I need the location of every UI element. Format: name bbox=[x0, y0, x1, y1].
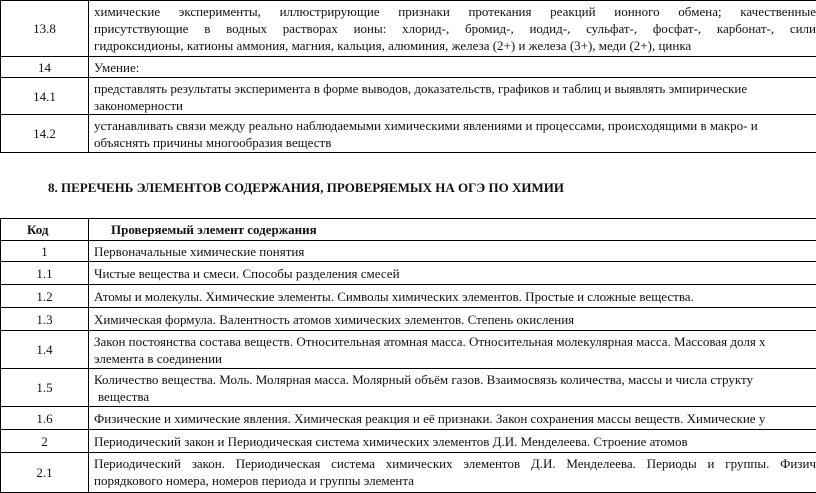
row-code: 14.1 bbox=[1, 78, 89, 115]
row-code: 14.2 bbox=[1, 115, 89, 153]
row-code: 1 bbox=[1, 241, 89, 262]
text-line: объяснять причины многообразия веществ bbox=[94, 134, 816, 151]
row-text bbox=[89, 1, 816, 57]
text-line: химические эксперименты, иллюстрирующие признаки протекания реакций ионного обмена; качественные bbox=[94, 3, 816, 20]
row-code: 2 bbox=[1, 430, 89, 453]
row-text: Атомы и молекулы. Химические элементы. Символы химических элементов. Простые и сложные вещества. bbox=[89, 285, 816, 308]
row-code: 14 bbox=[1, 57, 89, 78]
text-line: порядкового номера, номеров периода и группы элемента bbox=[94, 472, 816, 489]
row-text: Умение: bbox=[89, 57, 816, 78]
table-row bbox=[1, 285, 816, 308]
table-row bbox=[1, 241, 816, 262]
row-code: 1.6 bbox=[1, 407, 89, 430]
table-header-row bbox=[1, 219, 816, 241]
text-line: вещества bbox=[94, 388, 816, 405]
row-text bbox=[89, 453, 816, 493]
row-text: Первоначальные химические понятия bbox=[89, 241, 816, 262]
text-line: представлять результаты эксперимента в форме выводов, доказательств, графиков и таблиц и выявлять эмпирические bbox=[94, 80, 816, 97]
text-line: гидроксидионы, катионы аммония, магния, кальция, алюминия, железа (2+) и железа (3+), меди (2+), цинка bbox=[94, 37, 816, 54]
row-code: 13.8 bbox=[1, 1, 89, 57]
text-line: Количество вещества. Моль. Молярная масса. Молярный объём газов. Взаимосвязь количества, массы и числа структу bbox=[94, 371, 816, 388]
row-text: Химическая формула. Валентность атомов химических элементов. Степень окисления bbox=[89, 308, 816, 331]
table-row bbox=[1, 1, 816, 57]
text-line: элемента в соединении bbox=[94, 350, 816, 367]
row-code: 1.3 bbox=[1, 308, 89, 331]
requirements-table bbox=[0, 0, 816, 153]
row-code: 2.1 bbox=[1, 453, 89, 493]
table-row bbox=[1, 115, 816, 153]
table-row bbox=[1, 78, 816, 115]
table-row bbox=[1, 369, 816, 407]
text-line: Периодический закон. Периодическая система химических элементов Д.И. Менделеева. Периоды и группы. Физич bbox=[94, 455, 816, 472]
row-text: Чистые вещества и смеси. Способы разделения смесей bbox=[89, 262, 816, 285]
header-element: Проверяемый элемент содержания bbox=[89, 219, 816, 241]
row-text bbox=[89, 331, 816, 369]
row-code: 1.1 bbox=[1, 262, 89, 285]
section-title: 8. ПЕРЕЧЕНЬ ЭЛЕМЕНТОВ СОДЕРЖАНИЯ, ПРОВЕРЯЕМЫХ НА ОГЭ ПО ХИМИИ bbox=[48, 180, 564, 196]
text-line: закономерности bbox=[94, 97, 816, 114]
table-row bbox=[1, 430, 816, 453]
row-text bbox=[89, 115, 816, 153]
row-text bbox=[89, 78, 816, 115]
text-line: Закон постоянства состава веществ. Относительная атомная масса. Относительная молекулярная масса. Массовая доля х bbox=[94, 333, 816, 350]
table-row bbox=[1, 453, 816, 493]
row-text: Периодический закон и Периодическая система химических элементов Д.И. Менделеева. Строение атомов bbox=[89, 430, 816, 453]
content-elements-table bbox=[0, 218, 816, 493]
table-row bbox=[1, 57, 816, 78]
row-text: Физические и химические явления. Химическая реакция и её признаки. Закон сохранения массы веществ. Химические у bbox=[89, 407, 816, 430]
table-row bbox=[1, 407, 816, 430]
row-text bbox=[89, 369, 816, 407]
header-code: Код bbox=[1, 219, 89, 241]
table-row bbox=[1, 331, 816, 369]
text-line: устанавливать связи между реально наблюдаемыми химическими явлениями и процессами, происходящими в макро- и bbox=[94, 117, 816, 134]
table-row bbox=[1, 262, 816, 285]
row-code: 1.2 bbox=[1, 285, 89, 308]
table-row bbox=[1, 308, 816, 331]
row-code: 1.5 bbox=[1, 369, 89, 407]
text-line: присутствующие в водных растворах ионы: хлорид-, бромид-, иодид-, сульфат-, фосфат-, карбонат-, сили bbox=[94, 20, 816, 37]
row-code: 1.4 bbox=[1, 331, 89, 369]
